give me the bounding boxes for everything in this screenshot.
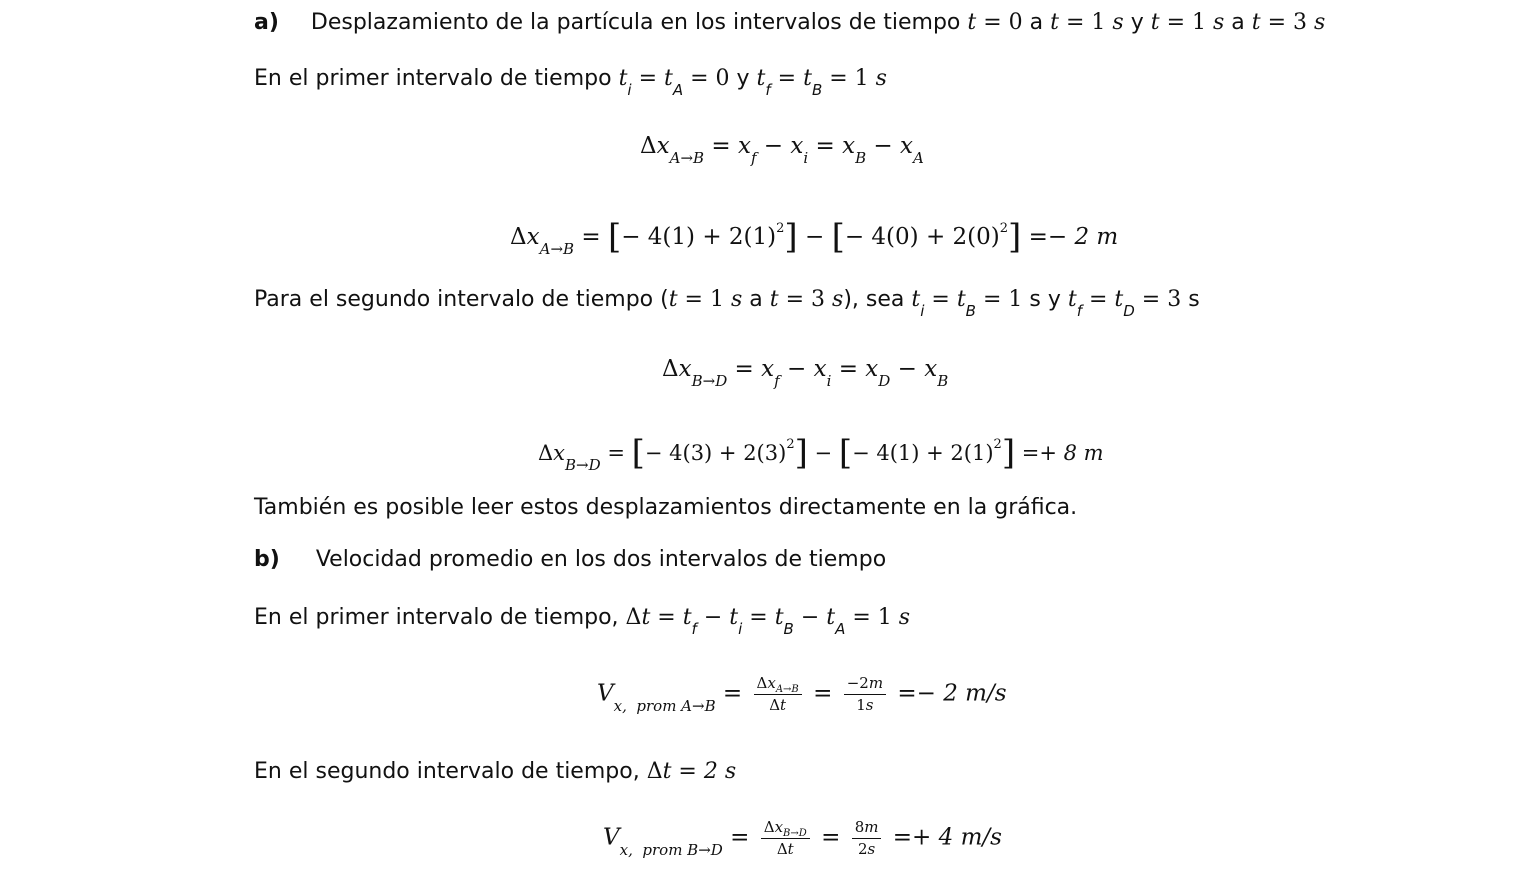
- equation-velocity-ab: $V_{x, prom A\to B}$ = $\frac{\Delta x_{A\to B}}{\Delta t}$ = $\frac{-2m}{1s}$ =− 2 m/s: [597, 674, 1007, 715]
- equation-disp-bd-calc: $\Delta x_{B\to D}$ = [− $4(3) + 2(3)^2$] − [− $4(1) + 2(1)^2] =+ 8$ m: [538, 433, 1104, 474]
- b-first-interval-line: En el primer intervalo de tiempo, $\Delta t = t_f - t_i = t_B - t_A = 1$ s: [254, 605, 911, 638]
- second-interval-line: Para el segundo intervalo de tiempo (t = 1 s a t = 3 s), sea $t_i = t_B = 1$ s y $t_f = t_D = 3$ s: [254, 287, 1200, 320]
- dt-second: 2 s: [703, 759, 737, 784]
- part-a-heading: a) Desplazamiento de la partícula en los intervalos de tiempo t = 0 a t = 1 s y t = 1 s a t = 3 s: [254, 10, 1326, 35]
- sea-text: , sea: [851, 287, 905, 312]
- result-disp-ab: =− 2 m: [1028, 224, 1119, 250]
- first-interval-text: En el primer intervalo de tiempo: [254, 66, 612, 91]
- graph-note: También es posible leer estos desplazamientos directamente en la gráfica.: [254, 495, 1078, 520]
- fraction-dx-dt-ab: $\frac{\Delta x_{A\to B}}{\Delta t}$: [754, 676, 802, 713]
- part-b-label: b): [254, 547, 280, 572]
- fraction-dx-dt-bd: $\frac{\Delta x_{B\to D}}{\Delta t}$: [761, 820, 810, 857]
- word-a: a: [1029, 10, 1044, 35]
- fraction-values-bd: $\frac{8m}{2s}$: [852, 820, 882, 857]
- b-second-interval-line: En el segundo intervalo de tiempo, Δt = 2 s: [254, 759, 737, 784]
- word-y: y: [1130, 10, 1144, 35]
- result-velocity-bd: =+ 4 m/s: [892, 824, 1002, 851]
- equation-disp-bd-def: $\Delta x_{B\to D} = x_f - x_i = x_D - x_B$: [662, 356, 949, 390]
- part-b-heading: [254, 549, 886, 571]
- equation-disp-ab-def: $\Delta x_{A\to B} = x_f - x_i = x_B - x_A$: [640, 133, 924, 167]
- first-interval-line: En el primer intervalo de tiempo $t_i = t_A = 0$ y $t_f = t_B = 1$ s: [254, 66, 887, 99]
- result-disp-bd: =+ 8 m: [1021, 441, 1104, 465]
- second-interval-text: Para el segundo intervalo de tiempo: [254, 287, 654, 312]
- part-a-label: a): [254, 10, 279, 35]
- fraction-values-ab: $\frac{-2m}{1s}$: [844, 676, 886, 713]
- b-second-text: En el segundo intervalo de tiempo,: [254, 759, 640, 784]
- b-first-text: En el primer intervalo de tiempo,: [254, 605, 619, 630]
- equation-velocity-bd: $V_{x, prom B\to D}$ = $\frac{\Delta x_{B\to D}}{\Delta t}$ = $\frac{8m}{2s}$ =+ 4 m/s: [603, 818, 1002, 859]
- part-a-title: Desplazamiento de la partícula en los intervalos de tiempo: [310, 10, 961, 35]
- time-t0: t: [967, 10, 977, 35]
- word-a2: a: [1231, 10, 1245, 35]
- result-velocity-ab: =− 2 m/s: [897, 680, 1007, 707]
- equation-disp-ab-calc: $\Delta x_{A\to B}$ = [− $4(1) + 2(1)^2$] − [− $4(0) + 2(0)^2] =- 2$ m: [510, 217, 1119, 258]
- part-b-title: Velocidad promedio en los dos intervalos de tiempo: [315, 547, 887, 572]
